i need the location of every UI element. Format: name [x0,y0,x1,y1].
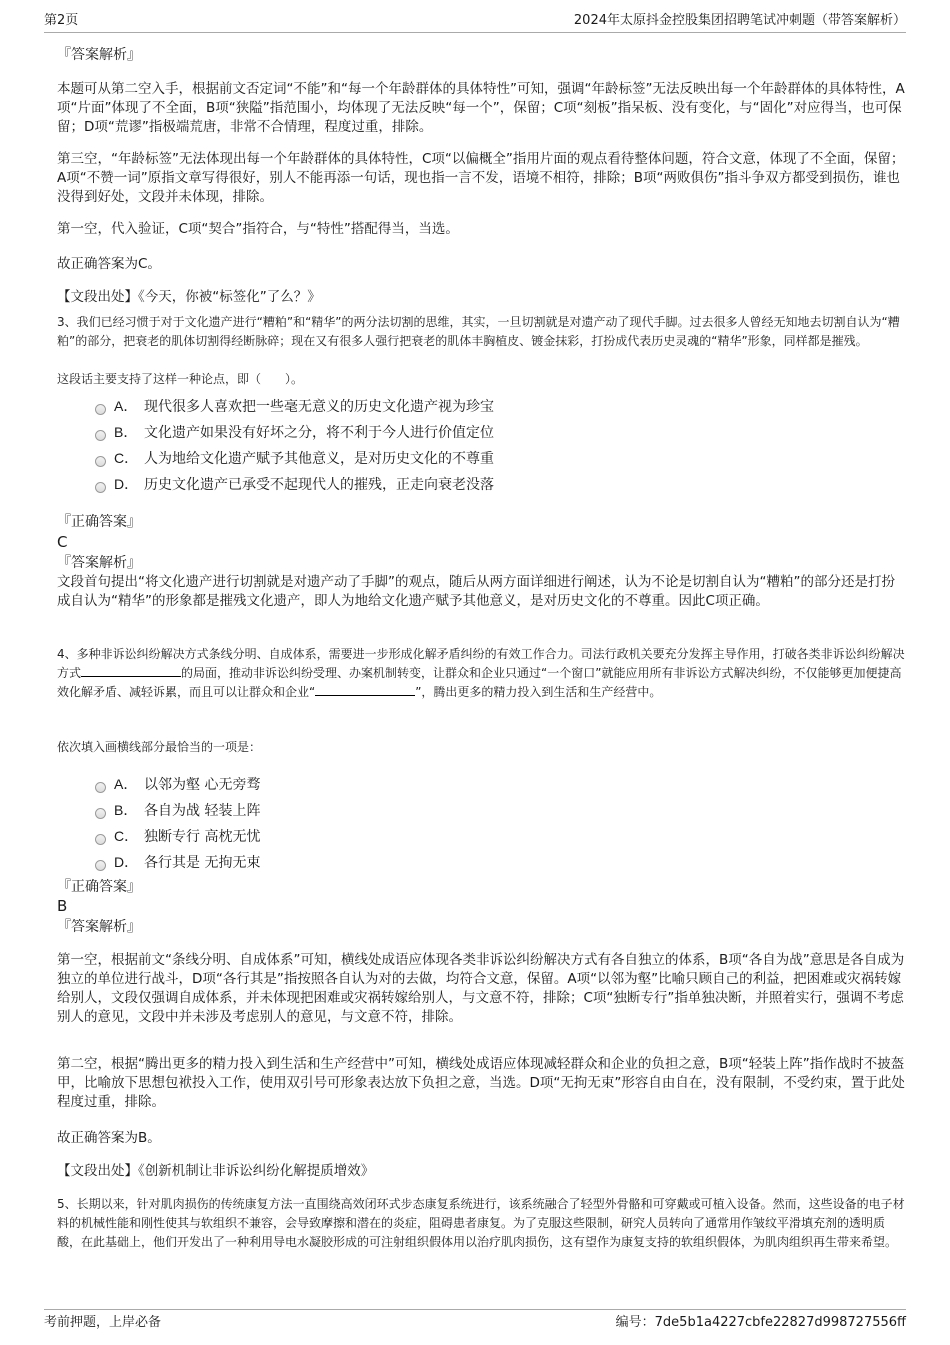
option-list [95,771,260,875]
analysis-paragraph: 本题可从第二空入手，根据前文否定词“不能”和“每一个年龄群体的具体特性”可知，强调“年龄标签”无法反映出每一个年龄群体的具体特性，A项“片面”体现了不全面，B项“狭隘”指范围小，均体现了无法反映“每一个”，保留；C项“刻板”指呆板、没有变化，与“固化”对应得当，也可保留；D项“荒谬”指极端荒唐，非常不合情理，程度过重，排除。 [57,81,905,135]
source-citation: 【文段出处】《创新机制让非诉讼纠纷化解提质增效》 [57,1163,375,1179]
question-prompt: 依次填入画横线部分最恰当的一项是： [57,740,262,754]
question-prompt: 这段话主要支持了这样一种论点，即（ ）。 [57,372,304,386]
option-c[interactable]: C． 独断专行 高枕无忧 [95,823,260,849]
analysis-paragraph: 第一空，根据前文“条线分明、自成体系”可知，横线处成语应体现各类非诉讼纠纷解决方式有各自独立的体系，B项“各自为战”意思是各自成为独立的单位进行战斗，D项“各行其是”指按照各自认为对的去做，均符合文意，保留。A项“以邻为壑”比喻只顾自己的利益，把困难或灾祸转嫁给别人，文段仅强调自成体系，并未体现把困难或灾祸转嫁给别人，与文意不符，排除；C项“独断专行”指单独决断，并照着实行，强调不考虑别人的意见，文段中并未涉及考虑别人的意见，与文意不符，排除。 [57,952,905,1025]
source-citation: 【文段出处】《今天，你被“标签化”了么？》 [57,289,321,305]
analysis-paragraph: 第三空，“年龄标签”无法体现出每一个年龄群体的具体特性，C项“以偏概全”指用片面的观点看待整体问题，符合文意，体现了不全面，保留；A项“不赞一词”原指文章写得很好，别人不能再添一句话，现也指一言不发，语境不相符，排除；B项“两败俱伤”指斗争双方都受到损伤，谁也没得到好处，文段并未体现，排除。 [57,151,905,205]
correct-answer-label: 『正确答案』 [57,514,141,530]
radio-icon[interactable] [95,482,106,493]
question-stem: 5、长期以来，针对肌肉损伤的传统康复方法一直围绕高效闭环式步态康复系统进行，该系统融合了轻型外骨骼和可穿戴或可植入设备。然而，这些设备的电子材料的机械性能和刚性使其与软组织不兼容，会导致摩擦和潜在的炎症，阻碍患者康复。为了克服这些限制，研究人员转向了通常用作皱纹平滑填充剂的透明质酸，在此基础上，他们开发出了一种利用导电水凝胶形成的可注射组织假体用以治疗肌肉损伤，这有望作为康复支持的软组织假体，为肌肉组织再生带来希望。 [57,1197,905,1249]
option-d[interactable]: D． 各行其是 无拘无束 [95,849,260,875]
option-d[interactable]: D． 历史文化遗产已承受不起现代人的摧残，正走向衰老没落 [95,471,494,497]
conclusion: 故正确答案为C。 [57,256,161,272]
radio-icon[interactable] [95,404,106,415]
page-footer [44,1309,906,1332]
footer-slogan: 考前押题，上岸必备 [44,1315,162,1330]
analysis-paragraph: 第一空，代入验证，C项“契合”指符合，与“特性”搭配得当，当选。 [57,221,459,237]
blank-2 [315,683,415,696]
question-stem: 3、我们已经习惯于对于文化遗产进行“糟粕”和“精华”的两分法切割的思维，其实，一旦切割就是对遗产动了现代手脚。过去很多人曾经无知地去切割自认为“糟粕”的部分，把衰老的肌体切割得经断脉碎；现在又有很多人强行把衰老的肌体丰胸植皮、镀金抹彩，打扮成代表历史灵魂的“精华”形象，同样都是摧残。 [57,315,900,348]
analysis-label: 『答案解析』 [57,47,141,63]
question-stem: 4、多种非诉讼纠纷解决方式条线分明、自成体系，需要进一步形成化解矛盾纠纷的有效工作合力。司法行政机关要充分发挥主导作用，打破各类非诉讼纠纷解决方式 的局面，推动非诉讼纠纷受理、办案机制转变，让群众和企业只通过“一个窗口”就能应用所有非诉讼方式解决纠纷，不仅能够更加便捷高效化解矛盾、减轻诉累，而且可以让群众和企业“ ”，腾出更多的精力投入到生活和生产经营中。 [57,647,905,699]
correct-answer: B [57,897,68,915]
analysis-paragraph: 第二空，根据“腾出更多的精力投入到生活和生产经营中”可知，横线处成语应体现减轻群众和企业的负担之意，B项“轻装上阵”指作战时不披盔甲，比喻放下思想包袱投入工作，使用双引号可形象表达放下负担之意，当选。D项“无拘无束”形容自由自在，没有限制，不受约束，置于此处程度过重，排除。 [57,1056,905,1110]
radio-icon[interactable] [95,782,106,793]
correct-answer-label: 『正确答案』 [57,879,141,895]
analysis-label: 『答案解析』 [57,555,141,571]
option-b[interactable]: B． 文化遗产如果没有好坏之分，将不利于今人进行价值定位 [95,419,494,445]
page-header [44,10,906,33]
radio-icon[interactable] [95,430,106,441]
option-b[interactable]: B． 各自为战 轻装上阵 [95,797,260,823]
conclusion: 故正确答案为B。 [57,1130,161,1146]
radio-icon[interactable] [95,808,106,819]
blank-1 [81,664,181,677]
correct-answer: C [57,533,68,551]
document-title: 2024年太原抖金控股集团招聘笔试冲刺题（带答案解析） [573,13,906,28]
radio-icon[interactable] [95,456,106,467]
serial-number: 编号：7de5b1a4227cbfe22827d998727556ff [615,1315,906,1330]
option-list [95,393,494,497]
radio-icon[interactable] [95,834,106,845]
option-a[interactable]: A． 现代很多人喜欢把一些毫无意义的历史文化遗产视为珍宝 [95,393,494,419]
page-number: 第2页 [44,13,79,28]
analysis-paragraph: 文段首句提出“将文化遗产进行切割就是对遗产动了手脚”的观点，随后从两方面详细进行阐述，认为不论是切割自认为“糟粕”的部分还是打扮成自认为“精华”的形象都是摧残文化遗产，即人为地给文化遗产赋予其他意义，是对历史文化的不尊重。因此C项正确。 [57,574,895,609]
analysis-label: 『答案解析』 [57,919,141,935]
radio-icon[interactable] [95,860,106,871]
option-c[interactable]: C． 人为地给文化遗产赋予其他意义，是对历史文化的不尊重 [95,445,494,471]
option-a[interactable]: A． 以邻为壑 心无旁骛 [95,771,260,797]
